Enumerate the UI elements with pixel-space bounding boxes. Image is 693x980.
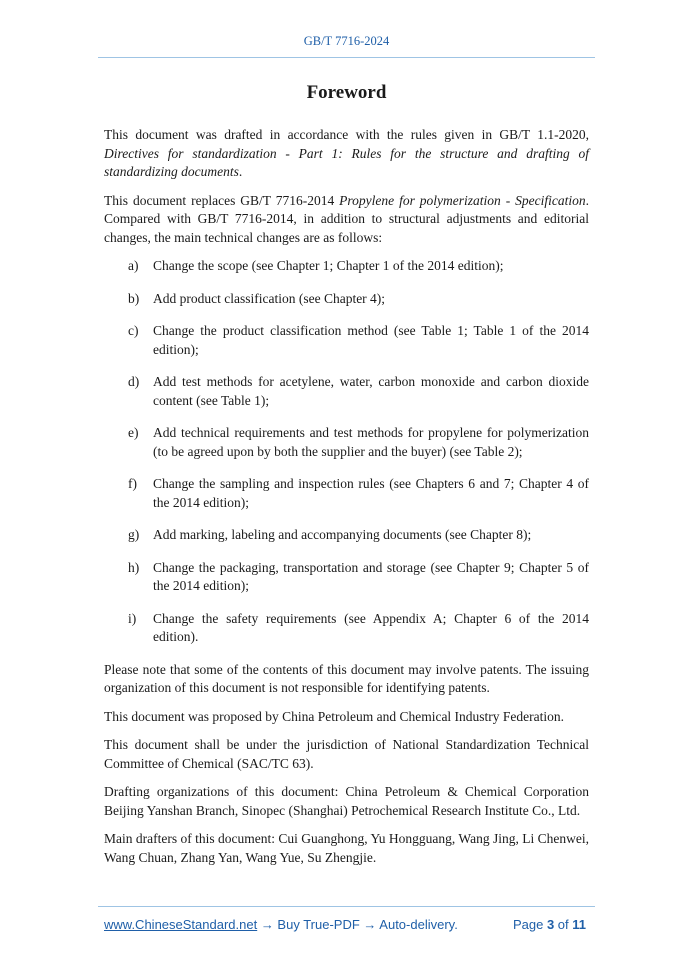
- list-item-text: Add marking, labeling and accompanying documents (see Chapter 8);: [153, 527, 532, 542]
- standard-title-italic: Directives for standardization - Part 1: Rules for the structure and drafting of standardizing documents: [104, 145, 589, 179]
- paragraph-jurisdiction: This document shall be under the jurisdiction of National Standardization Technical Committee of Chemical (SAC/TC 63).: [104, 737, 589, 771]
- list-item: [104, 257, 589, 276]
- website-link[interactable]: www.ChineseStandard.net: [104, 917, 258, 932]
- technical-changes-list: [104, 257, 589, 647]
- paragraph-text: This document replaces GB/T 7716-2014: [104, 192, 340, 208]
- list-item-text: Add product classification (see Chapter 4);: [153, 290, 386, 306]
- paragraph-patents: Please note that some of the contents of this document may involve patents. The issuing organization of this document is not responsible for identifying patents.: [104, 661, 589, 695]
- paragraph-text: . Compared with GB/T 7716-2014, in addition to structural adjustments and editorial changes, the main technical changes are as follows:: [104, 192, 589, 245]
- list-item-text: Change the safety requirements (see Appendix A; Chapter 6 of the 2014 edition).: [153, 610, 589, 644]
- paragraph-text: .: [238, 164, 243, 179]
- list-item-label: i): [128, 610, 137, 626]
- list-item: [104, 610, 589, 647]
- list-item: [104, 290, 589, 309]
- list-item-label: g): [128, 527, 140, 542]
- list-item: [104, 475, 589, 512]
- list-item-label: d): [128, 374, 140, 389]
- list-item-label: e): [128, 425, 139, 440]
- list-item: [104, 526, 589, 545]
- paragraph-main-drafters: Main drafters of this document: Cui Guanghong, Yu Hongguang, Wang Jing, Li Chenwei, Wang Chuan, Zhang Yan, Wang Yue, Su Zhengjie.: [104, 831, 589, 865]
- footer-divider: [98, 906, 595, 907]
- paragraph-drafting-organizations: Drafting organizations of this document: China Petroleum & Chemical Corporation Beijing Yanshan Branch, Sinopec (Shanghai) Petrochemical Research Institute Co., Ltd.: [104, 784, 589, 818]
- list-item-label: b): [128, 290, 140, 306]
- list-item-label: a): [128, 258, 139, 273]
- paragraph-drafting-rules: [104, 126, 589, 182]
- list-item: [104, 322, 589, 359]
- page-label: Page: [512, 917, 547, 932]
- list-item-text: Add test methods for acetylene, water, carbon monoxide and carbon dioxide content (see Table 1);: [153, 374, 589, 408]
- list-item-label: f): [128, 476, 137, 491]
- list-item-label: c): [128, 323, 139, 338]
- foreword-body: [104, 126, 589, 877]
- page-indicator: [513, 917, 586, 932]
- list-item-text: Change the sampling and inspection rules (see Chapters 6 and 7; Chapter 4 of the 2014 edition);: [153, 476, 589, 510]
- page-title: Foreword: [306, 82, 387, 103]
- list-item-text: Change the product classification method (see Table 1; Table 1 of the 2014 edition);: [153, 323, 589, 357]
- paragraph-text: This document was drafted in accordance with the rules given in GB/T 1.1-2020,: [104, 127, 589, 142]
- footer-promo: [104, 917, 458, 932]
- list-item-text: Add technical requirements and test methods for propylene for polymerization (to be agreed upon by both the supplier and the buyer) (see Table 2);: [153, 425, 589, 459]
- document-code-header: GB/T 7716-2024: [303, 34, 390, 48]
- list-item: [104, 559, 589, 596]
- of-label: of: [554, 917, 573, 932]
- list-item: [104, 424, 589, 461]
- list-item-text: Change the scope (see Chapter 1; Chapter 1 of the 2014 edition);: [153, 258, 504, 273]
- current-page-number: 3: [546, 917, 555, 932]
- footer-tagline: → Buy True-PDF → Auto-delivery.: [257, 917, 458, 932]
- paragraph-proposed-by: This document was proposed by China Petroleum and Chemical Industry Federation.: [104, 708, 565, 724]
- list-item: [104, 373, 589, 410]
- paragraph-replaces: [104, 192, 589, 248]
- page-footer: [104, 917, 586, 932]
- list-item-label: h): [128, 559, 140, 575]
- standard-title-italic: Propylene for polymerization - Specification: [339, 192, 586, 208]
- total-pages-number: 11: [572, 917, 586, 932]
- list-item-text: Change the packaging, transportation and storage (see Chapter 9; Chapter 5 of the 2014 edition);: [153, 559, 589, 593]
- header-divider: [98, 57, 595, 58]
